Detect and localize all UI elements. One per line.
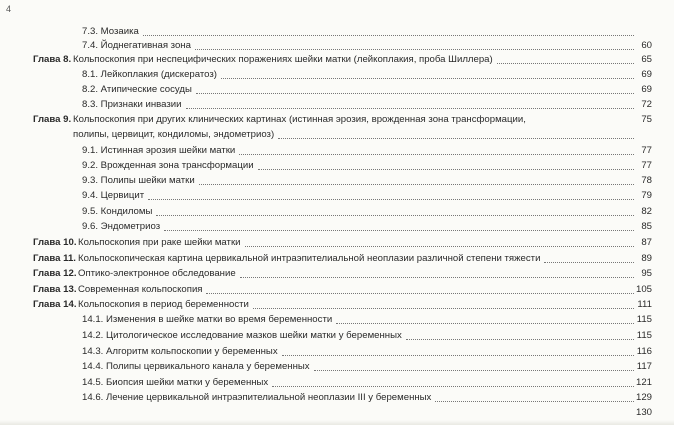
page-ref: 89 bbox=[641, 253, 652, 264]
section-title: 14.4. Полипы цервикального канала у беременных bbox=[82, 361, 310, 372]
page-ref: 69 bbox=[641, 69, 652, 80]
toc-entry[interactable] bbox=[0, 69, 674, 82]
page-ref: 116 bbox=[636, 346, 652, 357]
page-ref: 79 bbox=[641, 190, 652, 201]
toc-entry[interactable] bbox=[0, 268, 674, 281]
toc-entry[interactable] bbox=[0, 26, 674, 39]
leader-dots bbox=[186, 108, 634, 109]
chapter-title: Кольпоскопия при раке шейки матки bbox=[78, 237, 241, 248]
page-edge bbox=[0, 420, 674, 425]
page-ref: 77 bbox=[641, 160, 652, 171]
toc-entry[interactable] bbox=[0, 407, 674, 420]
section-title: 14.1. Изменения в шейке матки во время беременности bbox=[82, 314, 333, 325]
chapter-label: Глава 13. bbox=[33, 284, 77, 295]
page-ref: 121 bbox=[635, 377, 652, 388]
page-ref: 75 bbox=[641, 114, 652, 125]
page-ref: 77 bbox=[641, 145, 652, 156]
toc-entry[interactable] bbox=[0, 346, 674, 359]
toc-entry[interactable] bbox=[0, 206, 674, 219]
leader-dots bbox=[148, 199, 634, 200]
section-title: 14.2. Цитологическое исследование мазков шейки матки у беременных bbox=[82, 330, 402, 341]
toc-entry[interactable] bbox=[0, 299, 674, 312]
leader-dots bbox=[278, 138, 634, 139]
page-ref: 72 bbox=[641, 99, 652, 110]
chapter-title: Кольпоскопия в период беременности bbox=[78, 299, 249, 310]
chapter-title: Кольпоскопия при неспецифических поражениях шейки матки (лейкоплакия, проба Шиллера) bbox=[73, 54, 493, 65]
section-title: 9.3. Полипы шейки матки bbox=[82, 175, 195, 186]
toc-entry[interactable] bbox=[0, 160, 674, 173]
chapter-title: Кольпоскопическая картина цервикальной интраэпителиальной неоплазии различной степени тяжести bbox=[78, 253, 541, 264]
section-title: 14.3. Алгоритм кольпоскопии у беременных bbox=[82, 346, 278, 357]
toc-entry[interactable] bbox=[0, 330, 674, 343]
leader-dots bbox=[253, 308, 634, 309]
toc-entry[interactable] bbox=[0, 114, 674, 142]
toc-entry[interactable] bbox=[0, 190, 674, 203]
leader-dots bbox=[245, 246, 634, 247]
leader-dots bbox=[240, 277, 634, 278]
chapter-label: Глава 12. bbox=[33, 268, 77, 279]
section-title: 7.3. Мозаика bbox=[82, 26, 139, 37]
page-ref: 87 bbox=[641, 237, 652, 248]
leader-dots bbox=[435, 401, 634, 402]
leader-dots bbox=[314, 370, 634, 371]
toc-entry[interactable] bbox=[0, 284, 674, 297]
page-number: 4 bbox=[6, 4, 12, 14]
section-title: 8.1. Лейкоплакия (дискератоз) bbox=[82, 69, 218, 80]
leader-dots bbox=[164, 230, 634, 231]
leader-dots bbox=[544, 262, 634, 263]
chapter-title-continued: полипы, цервицит, кондиломы, эндометриоз) bbox=[73, 129, 275, 140]
leader-dots bbox=[196, 93, 634, 94]
section-title: 9.6. Эндометриоз bbox=[82, 221, 161, 232]
page-ref: 129 bbox=[635, 392, 652, 403]
chapter-title: Оптико-электронное обследование bbox=[78, 268, 236, 279]
section-title: 9.2. Врожденная зона трансформации bbox=[82, 160, 254, 171]
leader-dots bbox=[199, 184, 634, 185]
leader-dots bbox=[258, 169, 634, 170]
page-ref: 69 bbox=[641, 84, 652, 95]
section-title: 8.3. Признаки инвазии bbox=[82, 99, 182, 110]
toc-entry[interactable] bbox=[0, 221, 674, 234]
leader-dots bbox=[206, 293, 634, 294]
toc-entry[interactable] bbox=[0, 145, 674, 158]
chapter-label: Глава 11. bbox=[33, 253, 76, 264]
section-title: 8.2. Атипические сосуды bbox=[82, 84, 192, 95]
leader-dots bbox=[156, 215, 634, 216]
chapter-label: Глава 10. bbox=[33, 237, 77, 248]
leader-dots bbox=[221, 78, 634, 79]
toc-entry[interactable] bbox=[0, 253, 674, 266]
toc-entry[interactable] bbox=[0, 377, 674, 390]
page-ref: 60 bbox=[641, 40, 652, 51]
toc-entry[interactable] bbox=[0, 84, 674, 97]
toc-entry[interactable] bbox=[0, 361, 674, 374]
toc-entry[interactable] bbox=[0, 40, 674, 53]
section-title: 9.4. Цервицит bbox=[82, 190, 145, 201]
page-ref: 85 bbox=[641, 221, 652, 232]
section-title: 9.1. Истинная эрозия шейки матки bbox=[82, 145, 236, 156]
leader-dots bbox=[239, 154, 634, 155]
chapter-title: Современная кольпоскопия bbox=[78, 284, 203, 295]
page-ref: 130 bbox=[635, 407, 652, 418]
page-ref: 82 bbox=[641, 206, 652, 217]
leader-dots bbox=[143, 35, 634, 36]
section-title: 14.5. Биопсия шейки матки у беременных bbox=[82, 377, 269, 388]
leader-dots bbox=[282, 355, 634, 356]
chapter-title: Кольпоскопия при других клинических картинах (истинная эрозия, врожденная зона трансформации, bbox=[73, 114, 526, 125]
page-ref: 115 bbox=[636, 314, 652, 325]
toc-entry[interactable] bbox=[0, 392, 674, 405]
toc-entry[interactable] bbox=[0, 99, 674, 112]
toc-entry[interactable] bbox=[0, 314, 674, 327]
section-title: 9.5. Кондиломы bbox=[82, 206, 153, 217]
page-ref: 115 bbox=[636, 330, 652, 341]
chapter-label: Глава 14. bbox=[33, 299, 77, 310]
page-ref: 117 bbox=[636, 361, 652, 372]
page-ref: 65 bbox=[641, 54, 652, 65]
page-ref: 95 bbox=[641, 268, 652, 279]
page-ref: 78 bbox=[641, 175, 652, 186]
section-title: 14.6. Лечение цервикальной интраэпителиальной неоплазии III у беременных bbox=[82, 392, 432, 403]
leader-dots bbox=[272, 386, 634, 387]
leader-dots bbox=[336, 323, 634, 324]
toc-entry[interactable] bbox=[0, 175, 674, 188]
page-ref: 105 bbox=[635, 284, 652, 295]
page-ref: 111 bbox=[637, 299, 652, 310]
leader-dots bbox=[406, 339, 634, 340]
leader-dots bbox=[497, 63, 634, 64]
chapter-label: Глава 8. bbox=[33, 54, 72, 65]
toc-entry[interactable] bbox=[0, 237, 674, 250]
section-title: 7.4. Йоднегативная зона bbox=[82, 40, 191, 51]
toc-entry[interactable] bbox=[0, 54, 674, 67]
chapter-label: Глава 9. bbox=[33, 114, 72, 125]
leader-dots bbox=[195, 49, 634, 50]
